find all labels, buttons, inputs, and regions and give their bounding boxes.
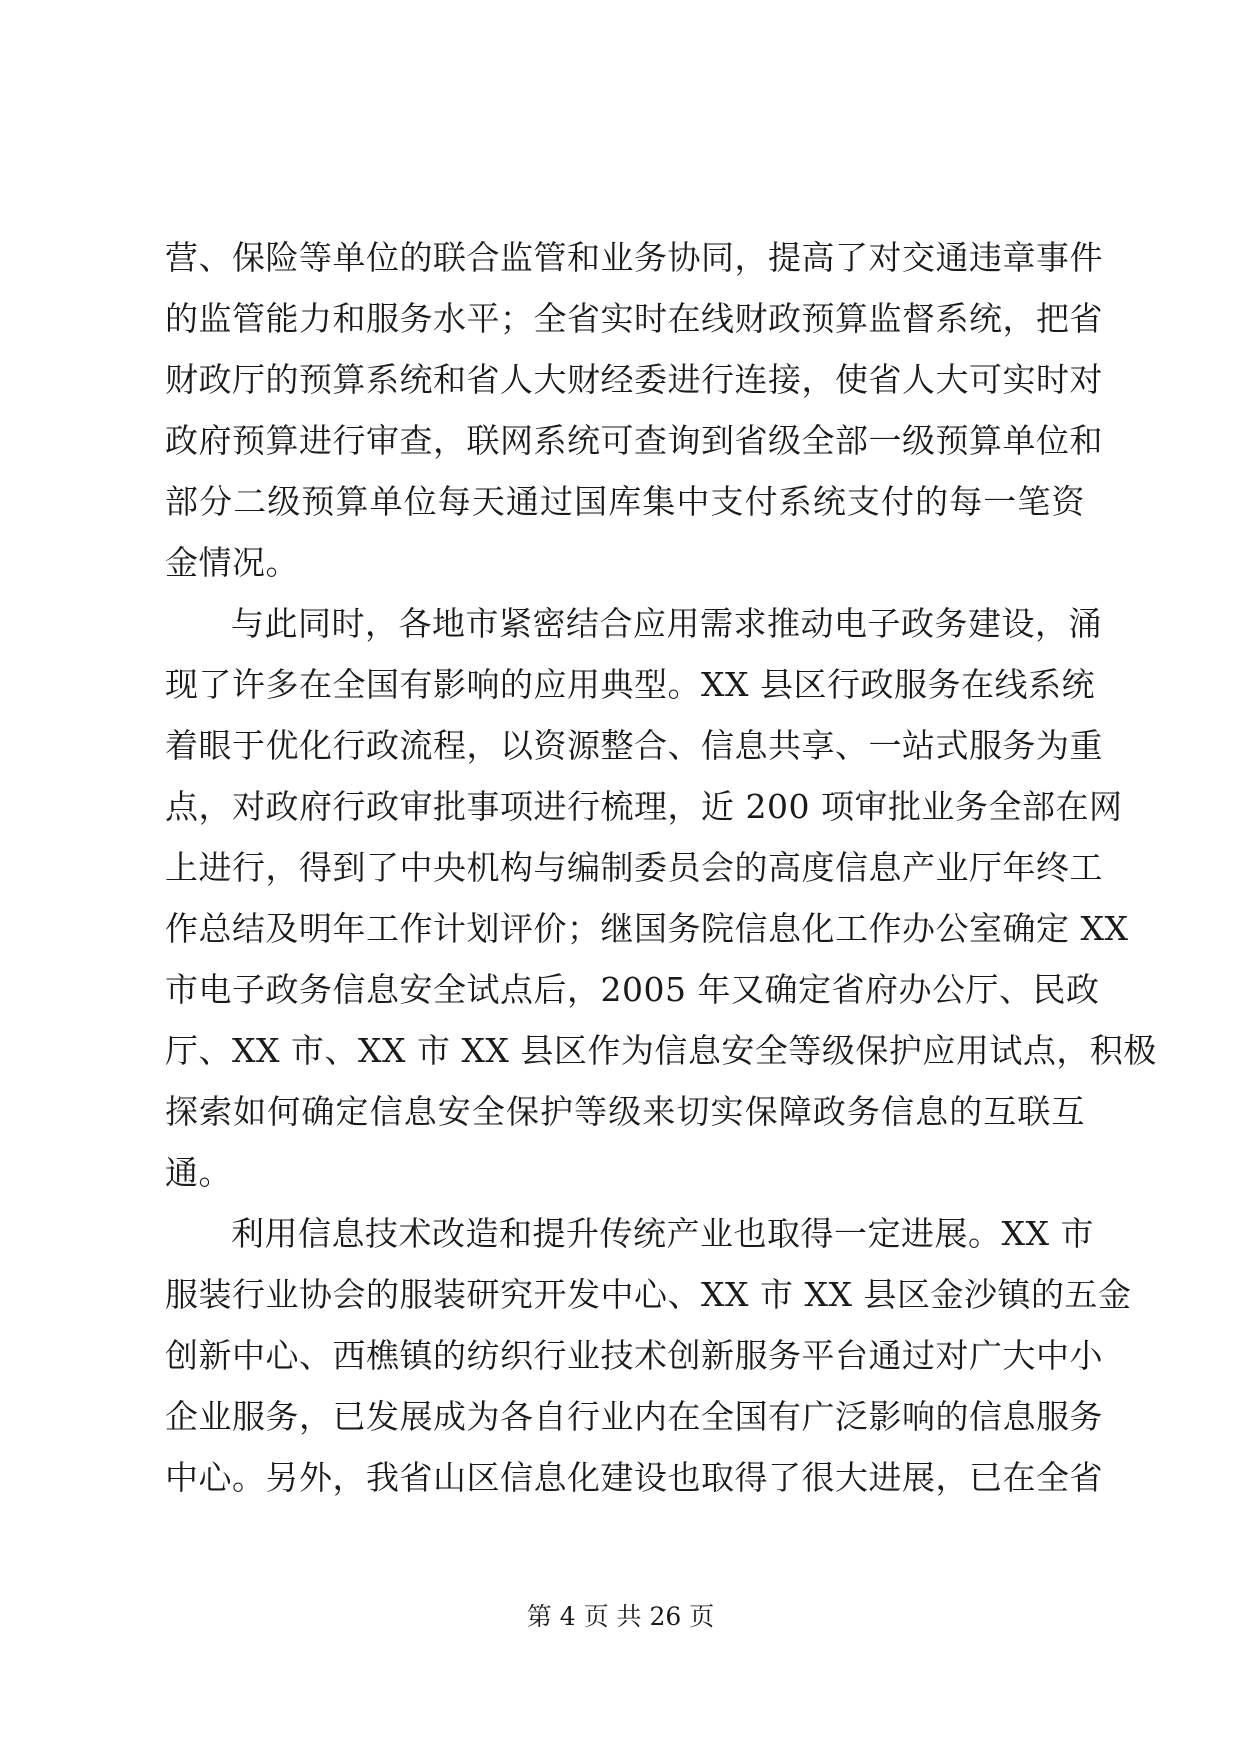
- text-line: 着眼于优化行政流程，以资源整合、信息共享、一站式服务为重: [165, 726, 1103, 765]
- text-line: 服装行业协会的服装研究开发中心、XX 市 XX 县区金沙镇的五金: [165, 1275, 1132, 1314]
- text-line: 利用信息技术改造和提升传统产业也取得一定进展。XX 市: [231, 1214, 1094, 1253]
- text-line: 创新中心、西樵镇的纺织行业技术创新服务平台通过对广大中小: [165, 1336, 1103, 1375]
- text-line: 市电子政务信息安全试点后，2005 年又确定省府办公厅、民政: [165, 970, 1100, 1009]
- text-line: 的监管能力和服务水平；全省实时在线财政预算监督系统，把省: [165, 299, 1103, 338]
- text-line: 财政厅的预算系统和省人大财经委进行连接，使省人大可实时对: [165, 360, 1103, 399]
- page-footer: [0, 1602, 1241, 1632]
- text-line: 现了许多在全国有影响的应用典型。XX 县区行政服务在线系统: [165, 665, 1095, 704]
- paragraph-1: [165, 227, 1103, 593]
- text-line: 金情况。: [165, 543, 299, 582]
- text-line: 中心。另外，我省山区信息化建设也取得了很大进展，已在全省: [165, 1458, 1103, 1497]
- text-line: 部分二级预算单位每天通过国库集中支付系统支付的每一笔资: [165, 482, 1085, 521]
- text-line: 探索如何确定信息安全保护等级来切实保障政务信息的互联互: [165, 1092, 1085, 1131]
- body-text: [165, 227, 1157, 1508]
- text-line: 点，对政府行政审批事项进行梳理，近 200 项审批业务全部在网: [165, 787, 1123, 826]
- text-line: 厅、XX 市、XX 市 XX 县区作为信息安全等级保护应用试点，积极: [165, 1031, 1157, 1070]
- text-line: 政府预算进行审查，联网系统可查询到省级全部一级预算单位和: [165, 421, 1103, 460]
- paragraph-3: [165, 1203, 1132, 1508]
- text-line: 企业服务，已发展成为各自行业内在全国有广泛影响的信息服务: [165, 1397, 1103, 1436]
- page-number-label: 第 4 页 共 26 页: [526, 1602, 715, 1631]
- paragraph-2: [165, 593, 1157, 1203]
- text-line: 作总结及明年工作计划评价；继国务院信息化工作办公室确定 XX: [165, 909, 1129, 948]
- text-line: 营、保险等单位的联合监管和业务协同，提高了对交通违章事件: [165, 238, 1103, 277]
- text-line: 通。: [165, 1153, 232, 1192]
- text-line: 上进行，得到了中央机构与编制委员会的高度信息产业厅年终工: [165, 848, 1103, 887]
- text-line: 与此同时，各地市紧密结合应用需求推动电子政务建设，涌: [231, 604, 1102, 643]
